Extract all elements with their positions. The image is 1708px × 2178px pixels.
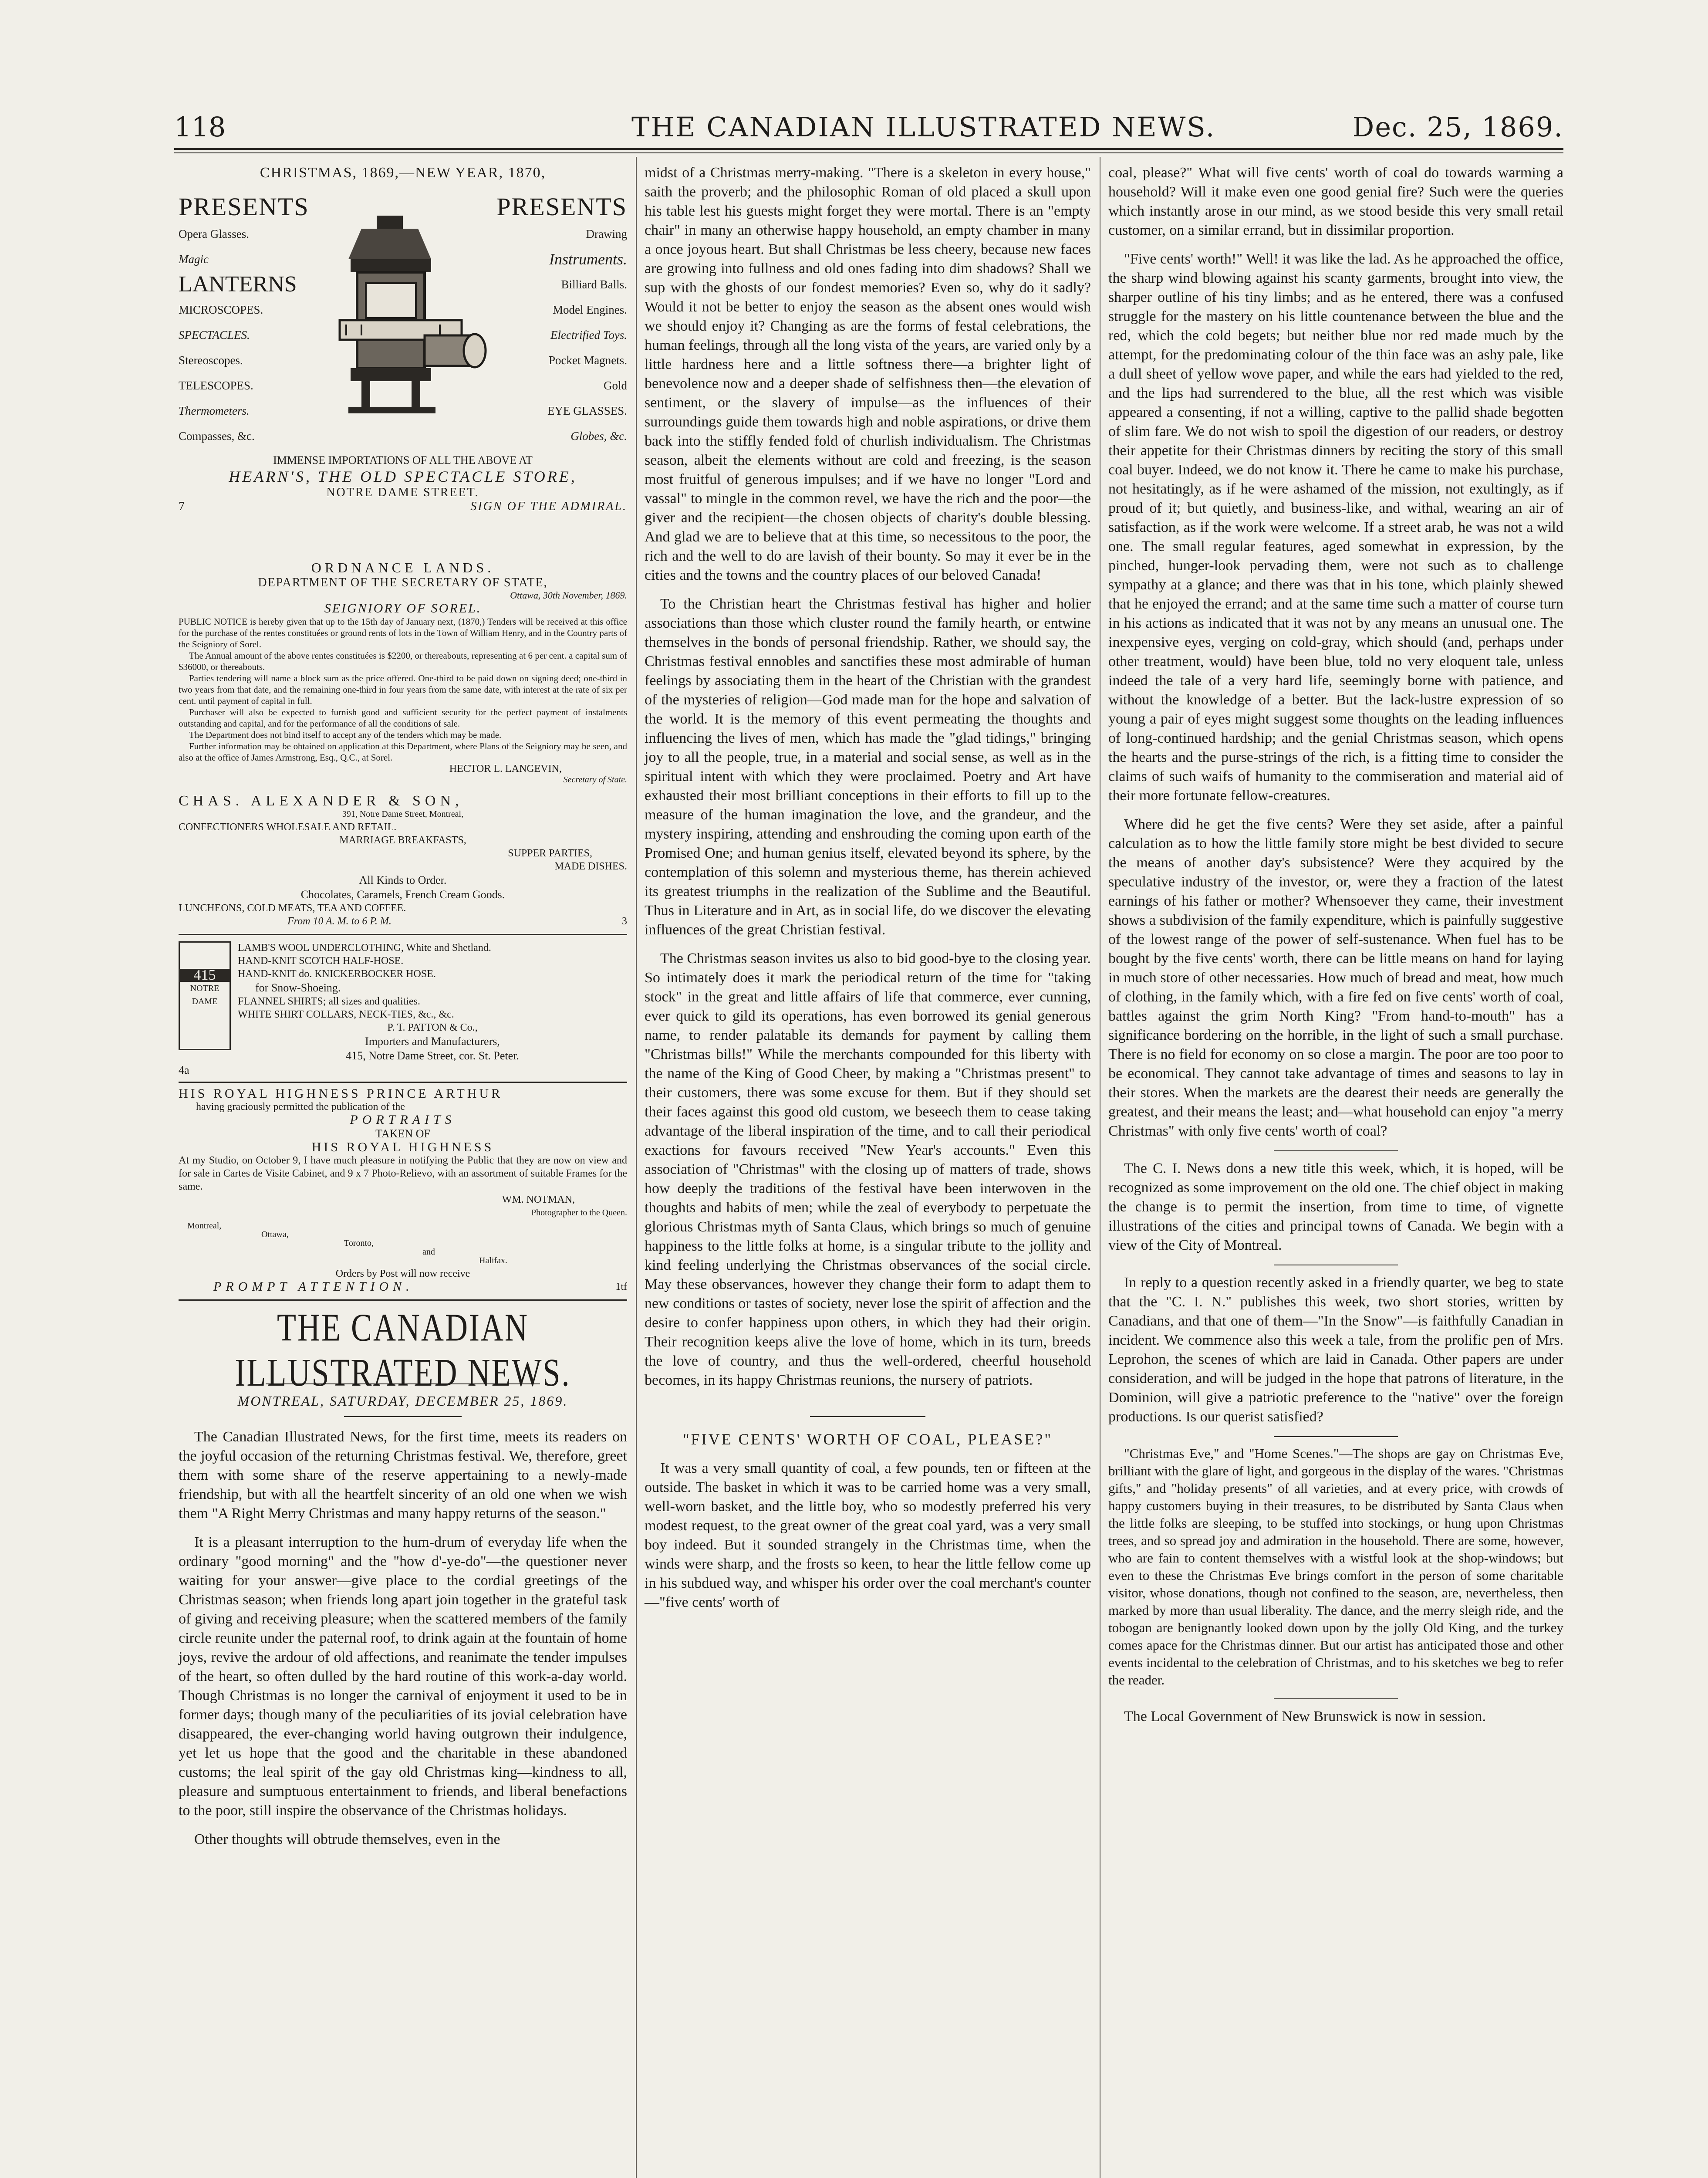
ad-right-item: EYE GLASSES. [547,404,627,417]
issue-date: Dec. 25, 1869. [1352,111,1563,143]
ad-ordnance-signature-title: Secretary of State. [563,775,627,785]
header-rule-thin [174,152,1563,153]
ad-alexander-line: CONFECTIONERS WHOLESALE AND RETAIL. [179,822,397,833]
ad-number: 3 [622,916,627,927]
ad-patton-line: HAND-KNIT SCOTCH HALF-HOSE. [238,955,404,967]
ad-patton-line: P. T. PATTON & Co., [387,1022,478,1033]
ad-ordnance-para: The Department does not bind itself to accept any of the tenders which may be made. [189,730,502,740]
ad-ordnance-para: The Annual amount of the above rentes constituées is $2200, or thereabouts, representing at 6 per cent. a capital sum of $36000, or thereabouts. [179,650,627,672]
ad-notman-body: At my Studio, on October 9, I have much pleasure in notifying the Public that they are now on view and for sale in Cartes de Visite Cabinet, and 9 x 7 Photo-Relievo, with an assortment of suitable Frames for the same. [179,1155,627,1192]
ad-right-item: Model Engines. [553,303,627,316]
ad-ordnance-place: Ottawa, 30th November, 1869. [510,590,627,601]
ad-number: 1tf [615,1281,627,1292]
ad-divider [179,1299,627,1301]
ad-left-item: Compasses, &c. [179,430,255,443]
editorial-paragraph: midst of a Christmas merry-making. "There is a skeleton in every house," saith the proverb; and the philosophic Roman of old placed a skull upon his table lest his guests might forget they were mortal. There is an "empty chair" in many an otherwise happy household, an empty chamber in many a once joyous heart. But shall Christmas be less cheery, because new faces are growing into fullness and old ones fading into dim shadows? Shall we sup with the ghosts of our fondest memories? Even so, why do it sadly? Would it not be better to enjoy the season as the absent ones would wish we should enjoy it? Changing as are the forms of festal celebrations, the human feelings, through all the long vista of the years, are varied only by a little hardness here and a little softness there—a brighter light of benevolence now and a deeper shade of selfishness then—the elevation of sentiment, or the slavery of impulse—as the influences of their surroundings guide them towards high and noble aspirations, or drive them back into the stiffly fended fold of churlish individualism. The Christmas season, albeit the elements without are cold and freezing, is the season most fruitful of generous impulses; and if we have no longer "Lord and vassal" to mingle in the common revel, we have the rich and the poor—the giver and the recipient—the chosen objects of charity's double blessing. And glad we are to believe that at this time, so necessitous to the poor, the rich and the well to do are lavish of their bounty. So may it ever be in the cities and the towns and the country places of our beloved Canada! [645,165,1091,583]
ad-hearns-spectacle-store [179,163,627,551]
ad-patton-line: HAND-KNIT do. KNICKERBOCKER HOSE. [238,968,436,980]
ad-divider [179,934,627,935]
header-rule [174,148,1563,150]
ad-alexander-line: SUPPER PARTIES, [508,848,592,859]
ad-notman-signature: WM. NOTMAN, [502,1194,575,1205]
column-rule-1 [636,157,637,2178]
ad-right-item: Pocket Magnets. [549,354,627,367]
ad-hearns-footer-1: IMMENSE IMPORTATIONS OF ALL THE ABOVE AT [273,454,533,467]
ad-patton-box-text: NOTRE [190,984,219,993]
page-number: 118 [174,111,226,143]
ad-patton-box-text: DAME [192,997,218,1006]
ad-notman-city: Halifax. [479,1256,507,1265]
article-paragraph: It was a very small quantity of coal, a few pounds, ten or fifteen at the outside. The basket in which it was to be carried home was a very small, well-worn basket, and the little boy, who so modestly preferred his very modest request, to the great owner of the great coal yard, was a very small boy indeed. But it sounded strangely in the Christmas time, when the winds were sharp, and the frosts so keen, to hear the little fellow come up in his subdued way, and whisper his order over the coal merchant's counter—"five cents' worth of [645,1460,1091,1610]
ad-left-item: Stereoscopes. [179,354,243,367]
ad-notman-city: Ottawa, [261,1230,289,1239]
editorial-paragraph: The Canadian Illustrated News, for the first time, meets its readers on the joyful occasion of the returning Christmas festival. We, therefore, greet them with some share of the reserve appertaining to a newly-made friendship, but with all the heartfelt sincerity of an old one when we wish them "A Right Merry Christmas and many happy returns of the season." [179,1429,627,1522]
editorial-paragraph: To the Christian heart the Christmas festival has higher and holier associations than those which cluster round the family hearth, or entwine themselves in the bonds of personal friendship. Rather, we should say, the Christmas festival ennobles and sanctifies these most admirable of human feelings by associating them in the heart of the Christian with the grandest of the mysteries of religion—God made man for the hope and salvation of the world. It is the memory of this event permeating the thoughts and influencing the lives of men, which has made the "glad tidings," bringing joy to all the people, true, in a material and social sense, as well as in the spiritual intent with which they were proclaimed. Poetry and Art have exhausted their most brilliant conceptions in their efforts to fill up to the measure of the human imagination the love, and the grandeur, and the mystery inspiring, attending and enshrouding the coming upon earth of the Promised One; and human genius itself, elevated beyond its sphere, by the contemplation of this solemn and mysterious theme, has therein achieved its greatest triumphs in the realization of the Sublime and the Beautiful. Thus in Literature and in Art, as in social life, do we discover the elevating influences of the great Christian festival. [645,596,1091,938]
dateline: MONTREAL, SATURDAY, DECEMBER 25, 1869. [237,1393,568,1409]
ad-ordnance-signature: HECTOR L. LANGEVIN, [449,763,562,774]
ad-alexander-line: From 10 A. M. to 6 P. M. [287,916,392,927]
ad-left-item: SPECTACLES. [179,328,250,342]
ad-left-item: Thermometers. [179,404,250,417]
ad-ordnance-para: Parties tendering will name a block sum as the price offered. One-third to be paid down on signing deed; one-third in two years from that date, and the remaining one-third in four years from the same date, with interest at the rate of six per cent. until payment of capital in full. [179,673,627,706]
ad-hearns-footer-4: SIGN OF THE ADMIRAL. [470,500,627,513]
ad-notman-signature-title: Photographer to the Queen. [531,1208,627,1218]
ad-notman-city: Montreal, [187,1221,222,1231]
news-paragraph: The C. I. News dons a new title this week, which, it is hoped, will be recognized as some improvement on the old one. The chief object in making the change is to permit the insertion, from time to time, of vignette illustrations of the cities and principal towns of Canada. We begin with a view of the City of Montreal. [1108,1160,1563,1253]
ad-ordnance-lands [179,560,627,785]
section-rule [810,1416,925,1417]
article-paragraph: coal, please?" What will five cents' worth of coal do towards warming a household? Will it make even one good genial fire? Such were the queries which instantly arose in our mind, as we stood beside this very small retail customer, on a similar errand, but in dissimilar proportion. [1108,165,1563,238]
ad-ordnance-para: PUBLIC NOTICE is hereby given that up to the 15th day of January next, (1870,) Tenders will be received at this office for the purchase of the rentes constituées or ground rents of lots in the Town of William Henry, and in the Country parts of the Seigniory of Sorel. [179,616,627,649]
news-paragraph: In reply to a question recently asked in a friendly quarter, we beg to state that the "C. I. N." publishes this week, two short stories, written by Canadians, and that one of them—"In the Snow"—is faithfully Canadian in incident. We commence also this week a tale, from the prolific pen of Mrs. Leprohon, the scenes of which are laid in Canada. Other papers are under consideration, and will be judged in the hope that patrons of literature, in the Dominion, will give a patriotic preference to the "native" over the foreign productions. Is our querist satisfied? [1108,1275,1563,1425]
column-2 [645,163,1091,1622]
magic-lantern-illustration [309,211,492,438]
ad-left-item: MICROSCOPES. [179,303,263,316]
news-paragraph: The Local Government of New Brunswick is now in session. [1124,1708,1486,1725]
ad-patton-line: LAMB'S WOOL UNDERCLOTHING, White and Shetland. [238,942,491,954]
ad-right-item: Electrified Toys. [550,328,627,342]
ad-patton-sign-box [179,941,231,1050]
ad-ordnance-para: Purchaser will also be expected to furnish good and sufficient security for the perfect payment of instalments outstanding and capital, and for the performance of all the conditions of sale. [179,707,627,729]
ad-notman-city: Toronto, [344,1238,374,1248]
ad-notman-city: and [422,1247,435,1257]
ad-ordnance-dept: DEPARTMENT OF THE SECRETARY OF STATE, [258,576,548,589]
ad-notman-portraits [179,1087,627,1293]
ad-right-item: Globes, &c. [570,430,627,443]
ad-right-item: Instruments. [549,250,627,268]
ad-ordnance-para: Further information may be obtained on application at this Department, where Plans of the Seigniory may be seen, and also at the office of James Armstrong, Esq., Q.C., at Sorel. [179,741,627,763]
page-header [174,111,1563,150]
article-heading-five-cents: "FIVE CENTS' WORTH OF COAL, PLEASE?" [682,1431,1053,1448]
ad-hearns-footer-2: HEARN'S, THE OLD SPECTACLE STORE, [229,468,577,485]
editorial-body [179,1427,627,1849]
ad-notman-line: having graciously permitted the publication of the [196,1101,405,1113]
ad-ordnance-seigniory: SEIGNIORY OF SOREL. [324,601,482,616]
ad-left-item: Opera Glasses. [179,227,249,240]
ad-left-item: TELESCOPES. [179,379,253,392]
ad-notman-line: PROMPT ATTENTION. [213,1279,414,1294]
ad-alexander-line: All Kinds to Order. [359,874,447,886]
section-rule [1274,1436,1398,1437]
masthead: THE CANADIAN ILLUSTRATED NEWS. [235,1305,571,1394]
ad-alexander-line: Chocolates, Caramels, French Cream Goods. [300,888,505,901]
ad-notman-line: TAKEN OF [375,1127,430,1140]
ad-patton-line: WHITE SHIRT COLLARS, NECK-TIES, &c., &c. [238,1009,454,1020]
ad-notman-line: HIS ROYAL HIGHNESS PRINCE ARTHUR [179,1086,503,1101]
column-3 [1108,163,1563,1736]
ad-ordnance-title: ORDNANCE LANDS. [311,560,495,575]
section-rule [1274,1698,1398,1699]
ad-patton-line: for Snow-Shoeing. [255,981,341,994]
article-paragraph: "Five cents' worth!" Well! it was like the lad. As he approached the office, the sharp wind blowing against his scanty garments, brought into view, the sharper outline of his tiny limbs; and as he entered, there was a confused struggle for the mastery on his little countenance between the blue and the red, which the cold begets; but neither blue nor red made much by the attempt, for the predominating colour of the thin face was an ashy pale, like a dull sheet of yellow wove paper, and while the ears had yielded to the red, and the lips had surrendered to the blue, all the rest which was visible appeared a consenting, if not a willing, captive to the pallid shade begotten of slim fare. We do not wish to spoil the digestion of our readers, or destroy their appetite for their Christmas dinners by reciting the story of this small coal buyer. Indeed, we do not know it. There he came to make his purchase, not hesitatingly, as if he were ashamed of the mission, not exultingly, as if proud of it; but quietly, and business-like, and withal, wearing an air of satisfaction, as if the work were welcome. If a street arab, he was not a wild one. The small regular features, aged somewhat in expression, by the pinched, hunger-look pervading them, were not such as to challenge sympathy at a glance; and there was that in his tone, which plainly shewed that he enjoyed the errand; and at the same time such a matter of course turn in his actions as indicated that it was not by any means an unusual one. The inexpensive eyes, verging on cold-gray, which should (and, perhaps under other treatment, would) have been blue, told no very eloquent tale, unless indeed the tale of a very hard life, seemingly borne with patience, and without the knowledge of a better. But the lack-lustre expression of so young a pair of eyes might suggest some thoughts on the leading influences of long-continued hardship; and the genial Christmas season, which opens the hearts and the purse-strings of the rich, is a fitting time to consider the claims of such waifs of humanity to the commiseration and material aid of their more fortunate fellow-creatures. [1108,251,1563,804]
ad-notman-line: HIS ROYAL HIGHNESS [311,1140,494,1154]
ad-number: 4a [179,1064,189,1076]
ad-alexander-line: MARRIAGE BREAKFASTS, [339,835,466,846]
ad-alexander-line: LUNCHEONS, COLD MEATS, TEA AND COFFEE. [179,903,406,914]
article-paragraph: Where did he get the five cents? Were they set aside, after a painful calculation as to how the little family store might be best divided to secure the means of another day's subsistence? Were they acquired by the speculative industry of the investor, or, were they a fraction of the latest earnings of his father or mother? Whensoever they came, their investment shows a subdivision of the family expenditure, which is painfully suggestive of the lowest range of the power of self-sustenance. When fuel has to be bought by the five cents' worth, there can be little means on hand for laying in much store of other necessaries. How much of bread and meat, how much of clothing, in the family which, with a fire fed on five cents' worth of coal, battles against the grim North King? "From hand-to-mouth" has a significance bordering on the horrible, in the light of such a small purchase. There is no field for economy on so close a margin. The poor are too poor to be economical. They cannot take advantage of times and seasons to lay in their stores. When the markets are the dearest their needs are generally the greatest, and their means the least; and—what household can enjoy "a merry Christmas" with only five cents' worth of coal? [1108,816,1563,1139]
ad-divider [179,1082,627,1083]
ad-patton-underclothing [179,941,627,1063]
ad-hearns-footer-3: NOTRE DAME STREET. [326,486,479,499]
editorial-paragraph: It is a pleasant interruption to the hum-drum of everyday life when the ordinary "good morning" and the "how d'-ye-do"—the questioner never waiting for your answer—give place to the cordial greetings of the Christmas season; when friends long apart join together in the grateful task of giving and receiving pleasure; when the scattered members of the family circle reunite under the paternal roof, to drink again at the fountain of home joys, revive the ardour of old affections, and reanimate the tender impulses of the heart, so often dulled by the hard routine of this work-a-day world. Though Christmas is no longer the carnival of enjoyment it used to be in former days; though many of the peculiarities of its jovial celebration have disappeared, the ever-changing world having outgrown their indulgence, yet let us hope that the good and the charitable in these abandoned customs; the leal spirit of the gay old Christmas king—kindness to all, pleasure and sumptuous entertainment to friends, and liberal benefactions to the poor, still inspire the observance of the Christmas holidays. [179,1534,627,1819]
ad-patton-line: Importers and Manufacturers, [365,1035,500,1048]
ad-patton-line: FLANNEL SHIRTS; all sizes and qualities. [238,996,420,1007]
ad-notman-line: Orders by Post will now receive [335,1268,470,1279]
ad-right-heading: PRESENTS [496,193,627,221]
column-1 [179,163,627,1859]
ad-alexander-confectioners [179,795,627,928]
ad-left-item: Magic [179,253,209,266]
ad-patton-box-number: 415 [180,969,230,982]
ad-alexander-name: CHAS. ALEXANDER & SON, [179,793,463,809]
ad-right-item: Drawing [586,227,627,240]
ad-patton-line: 415, Notre Dame Street, cor. St. Peter. [346,1049,519,1062]
ad-alexander-address: 391, Notre Dame Street, Montreal, [342,809,464,819]
ad-right-item: Gold [604,379,627,392]
editorial-paragraph: The Christmas season invites us also to bid good-bye to the closing year. So intimately does it mark the periodical return of the time for "taking stock" in the great and little affairs of life that commerce, ever cunning, ever quick to gild its operations, has even borrowed its genial generous name, to render palatable its demands for payment by calling them "Christmas bills!" While the merchants compounded for this liberty with the name of the King of Good Cheer, by making a "Christmas present" to their customers, there was some excuse for them. But if they should set their faces against this good old custom, we beseech them to cease taking advantage of the liberal inspiration of the time, and to call their periodical exactions for favours received "New Year's accounts." Even this association of "Christmas" with the closing up of matters of trade, shows how deeply the traditions of the festival have been interwoven in the thoughts and habits of men; while the zeal of everybody to perpetuate the glorious Christmas myth of Santa Claus, which brings so much of genuine happiness to the little folks at home, is a singular tribute to the jollity and kind feeling underlying the Christmas observances of the social circle. May these observances, however they change their form to adapt them to new conditions or tastes of society, never lose the spirit of affection and the desire to confer happiness upon others, in which they had their origin. Their recognition keeps alive the love of home, which in its turn, breeds the love of country, and thus the well-ordered, cheerful household becomes, in its happy Christmas reunions, the nursery of patriots. [645,950,1091,1388]
ad-left-item: LANTERNS [179,272,297,297]
editorial-paragraph: Other thoughts will obtrude themselves, even in the [194,1831,500,1847]
ad-notman-line: PORTRAITS [350,1113,456,1127]
news-paragraph: "Christmas Eve," and "Home Scenes."—The shops are gay on Christmas Eve, brilliant with the glare of light, and gorgeous in the display of the wares. "Christmas gifts," and "holiday presents" of all varieties, and at every price, with crowds of happy customers buying in their treasures, to be distributed by Santa Claus when the little folks are sleeping, to be stuffed into stockings, or hung upon Christmas trees, and so spread joy and admiration in the household. There are some, however, who are fain to content themselves with a wistful look at the shop-windows; but even to these the Christmas Eve brings comfort in the person of some charitable visitor, whose donations, though not confined to the season, are, nevertheless, then marked by more than usual liberality. The dance, and the merry sleigh ride, and the tobogan are benignantly looked down upon by the jolly Old King, and the turkey comes apace for the Christmas dinner. But our artist has anticipated those and other events incidental to the celebration of Christmas, and to his sketches we beg to refer the reader. [1108,1446,1563,1688]
ad-alexander-line: MADE DISHES. [554,861,627,872]
ad-ordnance-body [179,616,627,763]
running-title: THE CANADIAN ILLUSTRATED NEWS. [631,111,1216,143]
ad-hearns-title: CHRISTMAS, 1869,—NEW YEAR, 1870, [260,165,546,181]
section-rule [1274,1150,1398,1151]
ad-left-heading: PRESENTS [179,193,309,221]
ad-number: 7 [179,500,185,513]
ad-right-item: Billiard Balls. [561,278,627,291]
dateline-rule [344,1416,462,1417]
